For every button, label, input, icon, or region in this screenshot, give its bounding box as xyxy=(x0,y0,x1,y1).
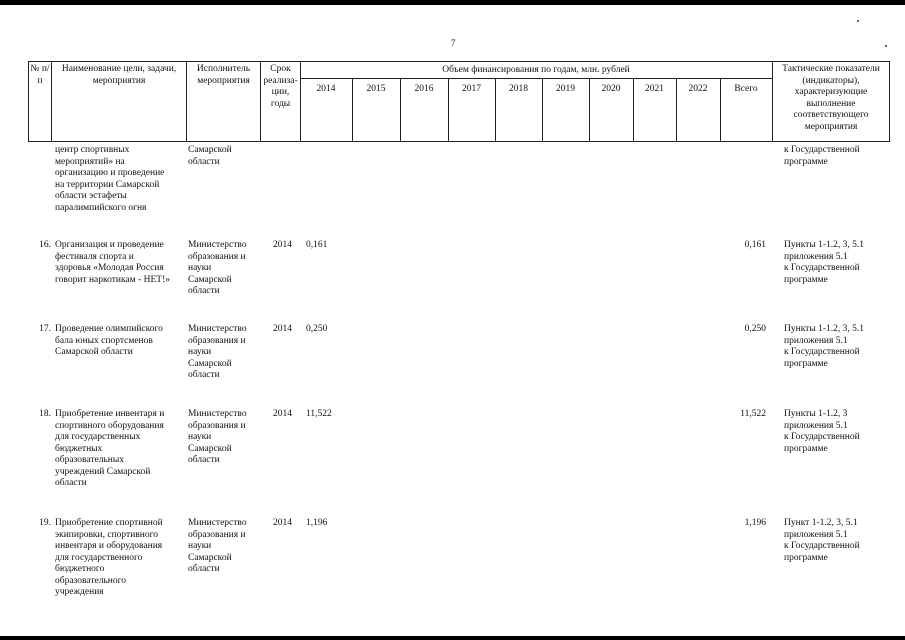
header-year: 2016 xyxy=(414,84,434,94)
header-year: 2015 xyxy=(366,84,386,94)
row-executor-line: Министерство xyxy=(188,240,247,250)
row-name-line: фестиваля спорта и xyxy=(55,251,134,262)
continuation-name-line: области эстафеты xyxy=(55,191,127,201)
row-indicator-line: приложения 5.1 xyxy=(784,529,848,540)
header-year: 2020 xyxy=(601,84,621,94)
row-executor-line: образования и xyxy=(188,529,246,540)
row-name-line: Организация и проведение xyxy=(55,240,164,250)
row-name-line: здоровья «Молодая Россия xyxy=(55,263,164,273)
continuation-name-line: организацию и проведение xyxy=(55,168,165,178)
row-name-line: Приобретение спортивной xyxy=(55,518,163,528)
header-indicators: Тактические показатели (индикаторы), характеризующие выполнение соответствующего мероприятия xyxy=(782,64,880,132)
scan-bottom-border xyxy=(0,636,905,640)
header-year: 2021 xyxy=(645,84,664,94)
scan-speck xyxy=(857,20,859,22)
header-year: 2022 xyxy=(688,84,708,94)
row-executor-line: области xyxy=(188,286,220,296)
row-executor-line: Самарской xyxy=(188,443,232,454)
header-year: 2019 xyxy=(556,84,575,94)
continuation-indicator-line: к Государственной xyxy=(784,145,860,155)
table-rule xyxy=(300,61,301,141)
row-indicator-line: к Государственной xyxy=(784,263,860,273)
row-total: 0,161 xyxy=(744,240,766,250)
header-year: 2014 xyxy=(316,84,336,94)
row-total: 1,196 xyxy=(744,518,766,528)
row-executor-line: Самарской xyxy=(188,552,232,563)
row-value-2014: 1,196 xyxy=(306,518,328,528)
row-number: 16. xyxy=(39,240,51,250)
row-value-2014: 0,161 xyxy=(306,240,328,250)
row-indicator-line: приложения 5.1 xyxy=(784,251,848,262)
continuation-name-line: центр спортивных xyxy=(55,145,130,155)
scan-speck xyxy=(885,45,887,47)
row-name-line: бала юных спортсменов xyxy=(55,335,153,346)
header-year: 2017 xyxy=(462,84,481,94)
row-indicator-line: Пункты 1-1.2, 3 xyxy=(784,409,848,419)
row-executor-line: науки xyxy=(188,347,212,357)
header-executor: Исполнитель мероприятия xyxy=(196,64,251,86)
row-indicator-line: программе xyxy=(784,443,828,454)
table-rule xyxy=(300,78,772,79)
header-year: 2018 xyxy=(509,84,528,94)
row-name-line: Самарской области xyxy=(55,347,133,357)
row-indicator-line: программе xyxy=(784,358,828,369)
continuation-name-line: на территории Самарской xyxy=(55,179,160,190)
row-total: 0,250 xyxy=(744,324,766,334)
row-name-line: учреждения xyxy=(55,587,104,597)
row-executor-line: науки xyxy=(188,432,212,442)
continuation-executor-line: области xyxy=(188,156,220,167)
row-executor-line: Министерство xyxy=(188,409,247,419)
row-executor-line: Самарской xyxy=(188,358,232,369)
row-indicator-line: к Государственной xyxy=(784,432,860,442)
row-executor-line: науки xyxy=(188,541,212,551)
row-executor-line: Министерство xyxy=(188,518,247,528)
row-name-line: экипировки, спортивного xyxy=(55,529,159,540)
row-executor-line: образования и xyxy=(188,335,246,346)
row-number: 18. xyxy=(39,409,51,419)
header-total: Всего xyxy=(734,84,758,94)
page-number: 7 xyxy=(451,38,456,48)
row-name-line: для государственных xyxy=(55,432,141,442)
table-rule xyxy=(186,61,187,141)
row-term: 2014 xyxy=(273,240,292,250)
row-term: 2014 xyxy=(273,409,292,419)
row-term: 2014 xyxy=(273,518,292,528)
table-rule xyxy=(889,61,890,141)
row-name-line: бюджетного xyxy=(55,564,105,574)
row-executor-line: области xyxy=(188,455,220,465)
row-name-line: Приобретение инвентаря и xyxy=(55,409,165,419)
row-value-2014: 0,250 xyxy=(306,324,328,334)
continuation-indicator-line: программе xyxy=(784,156,828,167)
row-indicator-line: программе xyxy=(784,552,828,563)
row-name-line: образовательных xyxy=(55,455,124,465)
row-indicator-line: Пункты 1-1.2, 3, 5.1 xyxy=(784,324,865,334)
continuation-name-line: паралимпийского огня xyxy=(55,202,147,213)
row-name-line: учреждений Самарской xyxy=(55,466,151,477)
table-rule xyxy=(28,141,890,142)
row-indicator-line: Пункты 1-1.2, 3, 5.1 xyxy=(784,240,865,250)
row-number: 17. xyxy=(39,324,51,334)
row-name-line: спортивного оборудования xyxy=(55,420,164,431)
row-term: 2014 xyxy=(273,324,292,334)
row-indicator-line: к Государственной xyxy=(784,541,860,551)
header-funding: Объем финансирования по годам, млн. рублей xyxy=(442,65,630,75)
row-indicator-line: к Государственной xyxy=(784,347,860,357)
row-name-line: Проведение олимпийского xyxy=(55,324,163,334)
row-executor-line: Министерство xyxy=(188,324,247,334)
header-name: Наименование цели, задачи, мероприятия xyxy=(61,64,177,86)
table-rule xyxy=(260,61,261,141)
row-indicator-line: приложения 5.1 xyxy=(784,335,848,346)
row-name-line: говорит наркотикам - НЕТ!» xyxy=(55,274,170,285)
row-name-line: для государственного xyxy=(55,552,143,563)
header-term: Срок реализа-ции, годы xyxy=(263,64,298,109)
scan-top-border xyxy=(0,0,905,5)
row-number: 19. xyxy=(39,518,51,528)
row-total: 11,522 xyxy=(740,409,766,419)
table-rule xyxy=(28,61,29,141)
row-executor-line: образования и xyxy=(188,251,246,262)
table-rule xyxy=(28,61,890,62)
table-rule xyxy=(772,61,773,141)
row-executor-line: Самарской xyxy=(188,274,232,285)
row-indicator-line: Пункт 1-1.2, 3, 5.1 xyxy=(784,518,858,528)
header-num: № п/п xyxy=(30,64,50,86)
row-name-line: бюджетных xyxy=(55,443,103,454)
row-executor-line: области xyxy=(188,370,220,380)
row-name-line: образовательного xyxy=(55,575,127,586)
row-name-line: области xyxy=(55,478,87,488)
row-name-line: инвентаря и оборудования xyxy=(55,541,163,551)
row-value-2014: 11,522 xyxy=(306,409,332,419)
row-executor-line: образования и xyxy=(188,420,246,431)
table-rule xyxy=(51,61,52,141)
row-indicator-line: приложения 5.1 xyxy=(784,420,848,431)
row-executor-line: науки xyxy=(188,263,212,273)
continuation-name-line: мероприятий» на xyxy=(55,156,125,167)
row-executor-line: области xyxy=(188,564,220,574)
continuation-executor-line: Самарской xyxy=(188,145,232,155)
row-indicator-line: программе xyxy=(784,274,828,285)
